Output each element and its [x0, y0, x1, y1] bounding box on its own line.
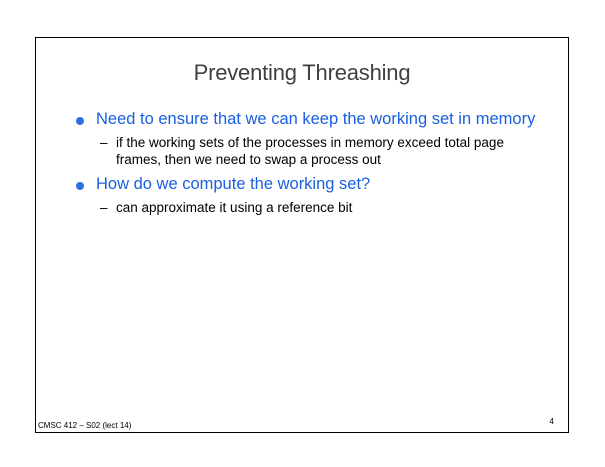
bullet-text: How do we compute the working set?	[96, 175, 371, 193]
bullet-text: Need to ensure that we can keep the working set in memory	[96, 110, 536, 128]
footer-course-label: CMSC 412 – S02 (lect 14)	[38, 421, 132, 430]
sub-item-text: if the working sets of the processes in memory exceed total page frames, then we need to swap a process out	[116, 135, 504, 167]
dash-icon: –	[100, 135, 108, 150]
slide-frame	[35, 37, 569, 433]
sub-item-text: can approximate it using a reference bit	[116, 200, 353, 215]
sub-list	[96, 199, 546, 216]
sub-item	[96, 199, 546, 216]
bullet-list	[76, 109, 546, 222]
dash-icon: –	[100, 200, 108, 215]
slide-title: Preventing Threashing	[193, 60, 411, 85]
bullet-item-working-set-memory	[76, 109, 546, 168]
bullet-dot-icon	[76, 117, 84, 125]
sub-item	[96, 134, 546, 168]
bullet-dot-icon	[76, 182, 84, 190]
bullet-item-compute-working-set	[76, 174, 546, 216]
sub-list	[96, 134, 546, 168]
page-number: 4	[549, 417, 554, 426]
